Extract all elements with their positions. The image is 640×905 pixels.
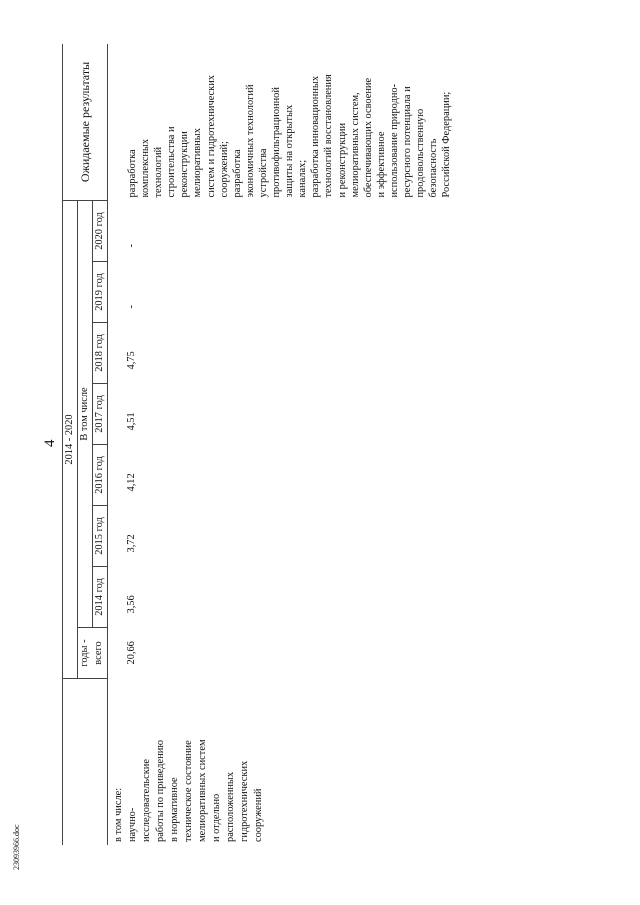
- result-line: использование природно-: [388, 83, 400, 198]
- empty-header-cell: [63, 679, 108, 846]
- label-line: расположенных: [225, 771, 236, 842]
- result-line: разработка инновационных: [310, 75, 322, 198]
- result-line: и эффективное: [375, 131, 387, 198]
- result-line: комплексных: [140, 138, 152, 198]
- total-value: 20,66: [126, 641, 137, 665]
- year-header: 2018 год: [93, 323, 108, 384]
- year-value: 3,72: [126, 534, 137, 553]
- year-value: 4,12: [126, 473, 137, 492]
- result-line: и реконструкции: [336, 122, 348, 198]
- result-line: устройства: [257, 148, 269, 198]
- year-header: 2019 год: [93, 262, 108, 323]
- result-line: продовольственную: [415, 108, 427, 198]
- document-footer: 23093966.doc: [12, 824, 21, 870]
- expected-results-text: [108, 44, 454, 201]
- year-value: -: [126, 305, 137, 309]
- result-line: мелиоративных: [192, 128, 204, 198]
- label-line: исследовательские: [141, 759, 152, 842]
- result-line: строительства и: [166, 126, 178, 198]
- page-number: 4: [42, 439, 58, 447]
- year-header: 2017 год: [93, 384, 108, 445]
- result-line: сооружений;: [218, 141, 230, 198]
- year-header: 2015 год: [93, 506, 108, 567]
- year-header: 2016 год: [93, 445, 108, 506]
- funding-table: [62, 44, 453, 845]
- year-value: 4,51: [126, 412, 137, 431]
- label-line: работы по приведению: [155, 739, 166, 842]
- row-label: [108, 679, 454, 846]
- year-value: 4,75: [126, 351, 137, 370]
- result-line: обеспечивающих освоение: [362, 77, 374, 198]
- year-value: 3,56: [126, 595, 137, 614]
- result-line: мелиоративных систем,: [349, 92, 361, 198]
- year-header: 2014 год: [93, 567, 108, 628]
- result-line: противофильтрационной: [271, 87, 283, 198]
- result-line: технологий восстановления: [323, 74, 335, 198]
- label-line: научно-: [127, 807, 138, 842]
- period-header: 2014 - 2020: [63, 201, 78, 679]
- result-line: реконструкции: [179, 131, 191, 198]
- result-line: ресурсного потенциала и: [401, 86, 413, 198]
- year-header: 2020 год: [93, 201, 108, 262]
- expected-results-header: Ожидаемые результаты: [63, 44, 108, 201]
- label-line: техническое состояние: [183, 740, 194, 842]
- result-line: разработка: [127, 149, 138, 198]
- row-prefix: в том числе:: [113, 787, 124, 842]
- result-line: систем и гидротехнических: [205, 75, 217, 198]
- result-line: технологий: [153, 146, 165, 198]
- result-line: Российской Федерации;: [441, 91, 453, 198]
- year-value: -: [126, 244, 137, 248]
- label-line: гидротехнических: [239, 760, 250, 842]
- result-line: безопасность: [428, 138, 440, 198]
- total-header: годы - всего: [78, 628, 108, 679]
- result-line: разработка: [231, 149, 243, 198]
- result-line: каналах;: [297, 159, 309, 198]
- label-line: в нормативное: [169, 777, 180, 842]
- label-line: и отдельно: [211, 793, 222, 842]
- result-line: экономичных технологий: [244, 84, 256, 198]
- label-line: мелиоративных систем: [197, 739, 208, 842]
- result-line: защиты на открытых: [284, 104, 296, 198]
- label-line: сооружений: [253, 788, 264, 842]
- including-header: В том числе: [78, 201, 93, 628]
